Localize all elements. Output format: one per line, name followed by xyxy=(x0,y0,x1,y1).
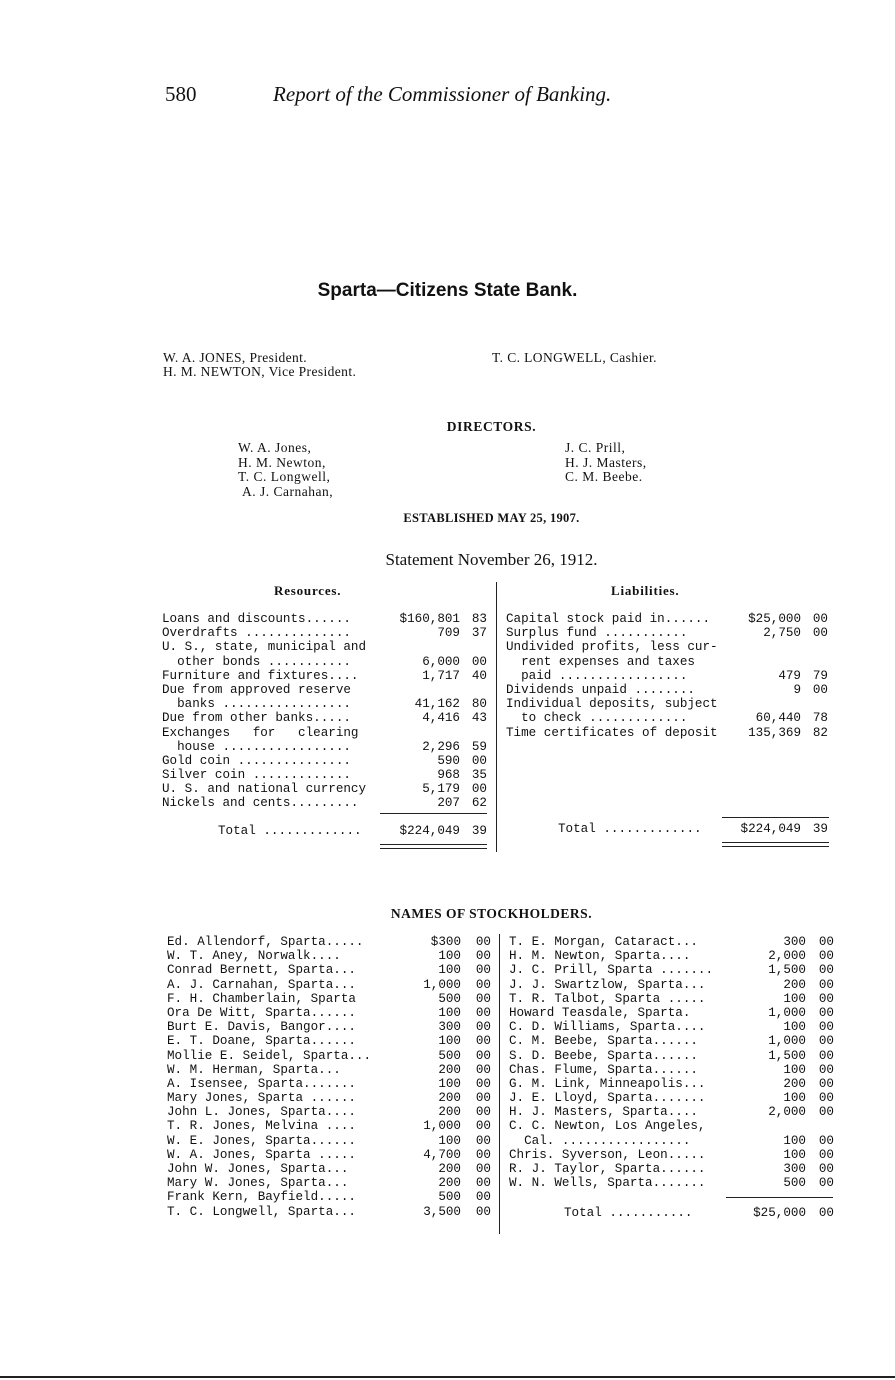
liabilities-row: Surplus fund ........... 2,750 00 xyxy=(506,626,828,641)
stockholder-row: A. Isensee, Sparta....... 100 00 xyxy=(167,1076,491,1091)
resources-row: Loans and discounts...... $160,801 83 xyxy=(162,612,487,626)
stockholder-row: Howard Teasdale, Sparta. 1,000 00 xyxy=(509,1005,834,1020)
total-dollars: $224,049 xyxy=(740,822,801,836)
stockholder-row: E. T. Doane, Sparta...... 100 00 xyxy=(167,1034,491,1049)
liabilities-table xyxy=(506,612,836,740)
director-name: C. M. Beebe. xyxy=(565,469,643,484)
page-bottom-border xyxy=(0,1376,895,1378)
director-name: H. M. Newton, xyxy=(238,454,326,470)
resources-table xyxy=(162,612,492,811)
officer-cashier: T. C. LONGWELL, Cashier. xyxy=(492,350,657,365)
liabilities-row: paid ................. 479 79 xyxy=(506,668,828,683)
resources-row: Overdrafts .............. 709 37 xyxy=(162,626,487,641)
stockholder-row: John L. Jones, Sparta.... 200 00 xyxy=(167,1105,491,1120)
resources-total xyxy=(162,824,492,838)
resources-row: U. S. and national currency 5,179 00 xyxy=(162,782,487,797)
stockholder-row: Mary W. Jones, Sparta... 200 00 xyxy=(167,1176,491,1191)
stockholder-row: C. C. Newton, Los Angeles, xyxy=(509,1119,706,1134)
liabilities-row: Undivided profits, less cur- xyxy=(506,640,718,655)
stockholder-row: T. C. Longwell, Sparta... 3,500 00 xyxy=(167,1204,491,1219)
director-name: T. C. Longwell, xyxy=(238,469,331,484)
total-cents: 39 xyxy=(471,824,487,838)
stockholders-right-list xyxy=(509,935,839,1190)
stockholder-row: F. H. Chamberlain, Sparta 500 00 xyxy=(167,991,491,1006)
stockholder-row: A. J. Carnahan, Sparta... 1,000 00 xyxy=(167,977,491,992)
resources-row: Exchanges for clearing xyxy=(162,725,359,740)
stockholder-row: J. C. Prill, Sparta ....... 1,500 00 xyxy=(509,963,834,978)
stockholder-row: Ora De Witt, Sparta...... 100 00 xyxy=(167,1005,491,1020)
stockholder-row: J. J. Swartzlow, Sparta... 200 00 xyxy=(509,977,834,992)
resources-row: Gold coin ............... 590 00 xyxy=(162,753,487,768)
stockholder-row: C. M. Beebe, Sparta...... 1,000 00 xyxy=(509,1034,834,1049)
resources-row: house ................. 2,296 59 xyxy=(162,739,487,754)
resources-row: Due from other banks..... 4,416 43 xyxy=(162,711,487,726)
stockholder-row: J. E. Lloyd, Sparta....... 100 00 xyxy=(509,1091,834,1106)
liabilities-row: to check ............. 60,440 78 xyxy=(506,711,828,726)
liabilities-row: Individual deposits, subject xyxy=(506,697,718,712)
stockholder-row: Chas. Flume, Sparta...... 100 00 xyxy=(509,1062,834,1077)
stockholder-row: Ed. Allendorf, Sparta..... $300 00 xyxy=(167,935,491,949)
stockholder-row: Mary Jones, Sparta ...... 200 00 xyxy=(167,1091,491,1106)
liabilities-row: Time certificates of deposit 135,369 82 xyxy=(506,725,828,740)
stockholder-row: Frank Kern, Bayfield..... 500 00 xyxy=(167,1190,491,1205)
stockholder-row: W. N. Wells, Sparta....... 500 00 xyxy=(509,1176,834,1191)
statement-divider xyxy=(496,582,497,852)
stockholder-row: W. A. Jones, Sparta ..... 4,700 00 xyxy=(167,1147,491,1162)
stockholder-row: T. E. Morgan, Cataract... 300 00 xyxy=(509,935,834,949)
statement-title: Statement November 26, 1912. xyxy=(385,550,598,569)
resources-sum-rule xyxy=(380,813,487,814)
resources-row: Furniture and fixtures.... 1,717 40 xyxy=(162,668,487,683)
stockholder-row: Cal. ................. 100 00 xyxy=(509,1133,834,1148)
stockholders-left-list xyxy=(167,935,497,1219)
liabilities-double-rule-top xyxy=(722,842,829,843)
resources-row: banks ................. 41,162 80 xyxy=(162,697,487,712)
resources-heading: Resources. xyxy=(274,583,342,598)
stockholder-row: H. J. Masters, Sparta.... 2,000 00 xyxy=(509,1105,834,1120)
stockholder-row: Mollie E. Seidel, Sparta... 500 00 xyxy=(167,1048,491,1063)
director-name: H. J. Masters, xyxy=(565,454,647,470)
total-dollars: $224,049 xyxy=(399,824,460,838)
resources-double-rule-top xyxy=(380,844,487,845)
resources-double-rule-bottom xyxy=(380,848,487,849)
stockholder-row: Burt E. Davis, Bangor.... 300 00 xyxy=(167,1020,491,1035)
directors-heading: DIRECTORS. xyxy=(446,419,537,434)
liabilities-row: Dividends unpaid ........ 9 00 xyxy=(506,682,828,697)
directors-left-column xyxy=(238,441,333,499)
bank-title: Sparta—Citizens State Bank. xyxy=(317,280,578,301)
stockholder-row: R. J. Taylor, Sparta...... 300 00 xyxy=(509,1162,834,1176)
stockholder-row: W. E. Jones, Sparta...... 100 00 xyxy=(167,1133,491,1148)
stockholder-row: H. M. Newton, Sparta.... 2,000 00 xyxy=(509,949,834,964)
page-number: 580 xyxy=(165,82,197,106)
liabilities-row: Capital stock paid in...... $25,000 00 xyxy=(506,612,828,626)
resources-row: U. S., state, municipal and xyxy=(162,640,367,655)
stockholder-row: Chris. Syverson, Leon..... 100 00 xyxy=(509,1147,834,1162)
established-date: ESTABLISHED MAY 25, 1907. xyxy=(403,511,580,525)
directors-right-column xyxy=(565,441,647,485)
stockholders-total xyxy=(509,1206,839,1220)
total-label: Total ........... xyxy=(564,1206,693,1220)
stockholder-row: G. M. Link, Minneapolis... 200 00 xyxy=(509,1076,834,1091)
stockholder-row: W. T. Aney, Norwalk.... 100 00 xyxy=(167,949,491,964)
total-cents: 39 xyxy=(812,822,828,836)
liabilities-row: rent expenses and taxes xyxy=(506,654,695,669)
resources-row: Due from approved reserve xyxy=(162,682,351,697)
director-name: J. C. Prill, xyxy=(565,440,626,455)
total-label: Total ............. xyxy=(218,824,362,838)
stockholders-sum-rule xyxy=(726,1197,833,1198)
running-header xyxy=(165,82,611,107)
stockholder-row: C. D. Williams, Sparta.... 100 00 xyxy=(509,1020,834,1035)
total-cents: 00 xyxy=(818,1206,834,1220)
resources-row: other bonds ........... 6,000 00 xyxy=(162,654,487,669)
officer-vice-president: H. M. NEWTON, Vice President. xyxy=(163,364,357,379)
running-title: Report of the Commissioner of Banking. xyxy=(273,82,612,106)
stockholder-row: T. R. Jones, Melvina .... 1,000 00 xyxy=(167,1119,491,1134)
liabilities-double-rule-bottom xyxy=(722,846,829,847)
total-dollars: $25,000 xyxy=(753,1206,806,1220)
officer-president: W. A. JONES, President. xyxy=(163,350,308,365)
stockholder-row: S. D. Beebe, Sparta...... 1,500 00 xyxy=(509,1048,834,1063)
stockholders-heading: NAMES OF STOCKHOLDERS. xyxy=(390,906,593,921)
stockholders-divider xyxy=(499,934,500,1234)
resources-row: Silver coin ............. 968 35 xyxy=(162,768,487,783)
director-name: W. A. Jones, xyxy=(238,440,312,455)
liabilities-heading: Liabilities. xyxy=(611,583,680,598)
liabilities-total xyxy=(506,822,836,836)
stockholder-row: Conrad Bernett, Sparta... 100 00 xyxy=(167,963,491,978)
liabilities-sum-rule xyxy=(722,817,829,818)
director-name: A. J. Carnahan, xyxy=(242,483,334,499)
resources-row: Nickels and cents......... 207 62 xyxy=(162,796,487,811)
stockholder-row: W. M. Herman, Sparta... 200 00 xyxy=(167,1062,491,1077)
total-label: Total ............. xyxy=(558,822,702,836)
stockholder-row: T. R. Talbot, Sparta ..... 100 00 xyxy=(509,991,834,1006)
stockholder-row: John W. Jones, Sparta... 200 00 xyxy=(167,1162,491,1176)
